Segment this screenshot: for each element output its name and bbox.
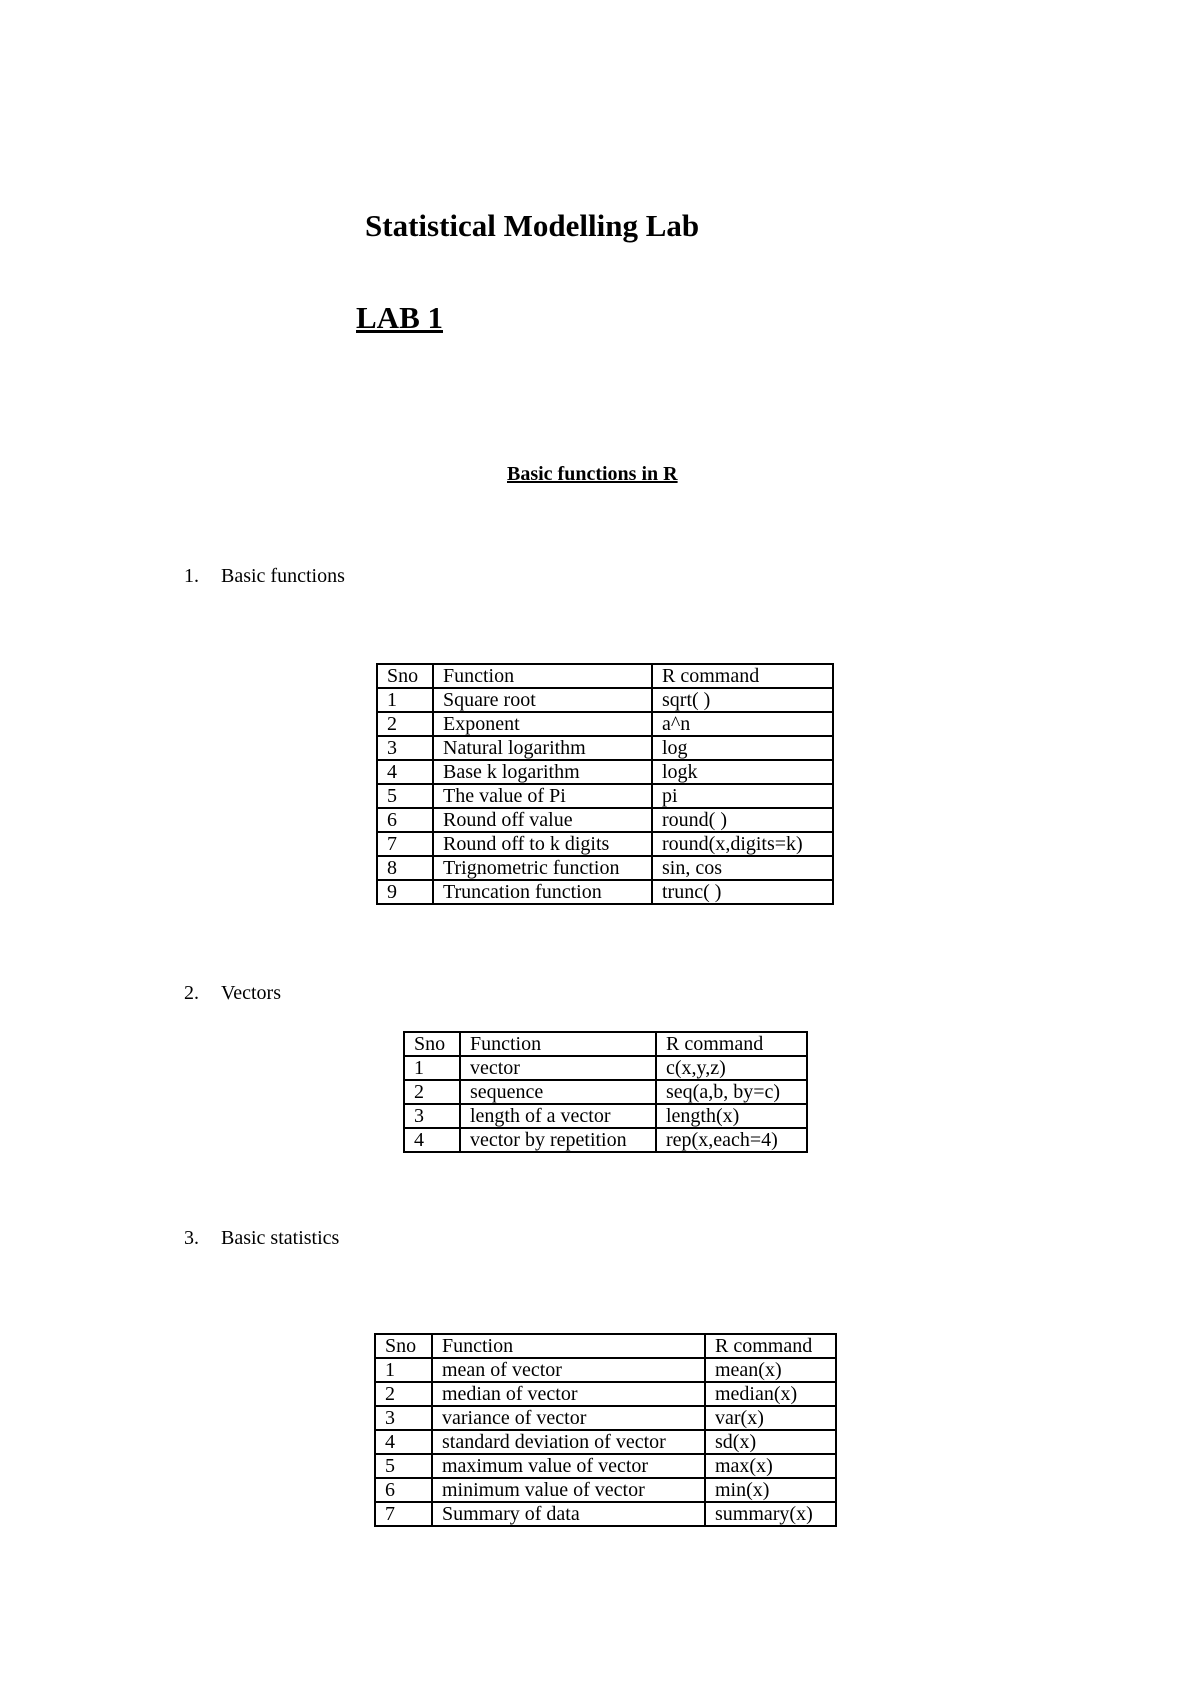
- table-row: [404, 1128, 807, 1152]
- table-row: [377, 784, 833, 808]
- cell-sno: 2: [404, 1080, 460, 1104]
- column-header-function: Function: [433, 664, 652, 688]
- section-3-title: Basic statistics: [221, 1227, 340, 1249]
- table-row: [377, 808, 833, 832]
- cell-r-command: sin, cos: [652, 856, 833, 880]
- cell-sno: 5: [377, 784, 433, 808]
- section-3-label: [184, 1227, 339, 1250]
- cell-function: median of vector: [432, 1382, 705, 1406]
- cell-r-command: var(x): [705, 1406, 836, 1430]
- section-1-title: Basic functions: [221, 565, 345, 587]
- cell-sno: 7: [375, 1502, 432, 1526]
- cell-sno: 6: [377, 808, 433, 832]
- table-row: [377, 880, 833, 904]
- cell-function: sequence: [460, 1080, 656, 1104]
- table-row: [375, 1382, 836, 1406]
- table-row: [377, 712, 833, 736]
- cell-function: minimum value of vector: [432, 1478, 705, 1502]
- cell-sno: 7: [377, 832, 433, 856]
- cell-sno: 4: [404, 1128, 460, 1152]
- cell-sno: 2: [375, 1382, 432, 1406]
- table-row: [377, 856, 833, 880]
- cell-sno: 2: [377, 712, 433, 736]
- table-row: [404, 1056, 807, 1080]
- cell-r-command: a^n: [652, 712, 833, 736]
- cell-r-command: pi: [652, 784, 833, 808]
- cell-sno: 3: [375, 1406, 432, 1430]
- cell-function: Trignometric function: [433, 856, 652, 880]
- table-row: [375, 1430, 836, 1454]
- cell-r-command: min(x): [705, 1478, 836, 1502]
- cell-function: Natural logarithm: [433, 736, 652, 760]
- cell-r-command: mean(x): [705, 1358, 836, 1382]
- cell-function: vector: [460, 1056, 656, 1080]
- table-row: [377, 832, 833, 856]
- cell-r-command: max(x): [705, 1454, 836, 1478]
- column-header-r-command: R command: [652, 664, 833, 688]
- table-row: [377, 688, 833, 712]
- table-row: [404, 1080, 807, 1104]
- cell-r-command: c(x,y,z): [656, 1056, 807, 1080]
- cell-r-command: sd(x): [705, 1430, 836, 1454]
- cell-sno: 4: [375, 1430, 432, 1454]
- cell-r-command: round(x,digits=k): [652, 832, 833, 856]
- vectors-table: [403, 1031, 808, 1153]
- cell-function: Round off to k digits: [433, 832, 652, 856]
- section-heading: Basic functions in R: [507, 463, 678, 485]
- cell-r-command: log: [652, 736, 833, 760]
- cell-function: Truncation function: [433, 880, 652, 904]
- table-row: [375, 1502, 836, 1526]
- cell-function: variance of vector: [432, 1406, 705, 1430]
- cell-r-command: trunc( ): [652, 880, 833, 904]
- cell-sno: 1: [377, 688, 433, 712]
- cell-function: length of a vector: [460, 1104, 656, 1128]
- cell-sno: 6: [375, 1478, 432, 1502]
- cell-function: standard deviation of vector: [432, 1430, 705, 1454]
- cell-function: vector by repetition: [460, 1128, 656, 1152]
- column-header-sno: Sno: [404, 1032, 460, 1056]
- cell-sno: 9: [377, 880, 433, 904]
- section-2-title: Vectors: [221, 982, 281, 1004]
- table-row: [375, 1358, 836, 1382]
- cell-sno: 3: [377, 736, 433, 760]
- section-2-number: 2.: [184, 982, 199, 1004]
- document-title: Statistical Modelling Lab: [365, 208, 700, 243]
- cell-sno: 1: [375, 1358, 432, 1382]
- column-header-sno: Sno: [375, 1334, 432, 1358]
- cell-r-command: logk: [652, 760, 833, 784]
- basic-functions-table: [376, 663, 834, 905]
- table-header-row: [375, 1334, 836, 1358]
- column-header-r-command: R command: [705, 1334, 836, 1358]
- cell-function: The value of Pi: [433, 784, 652, 808]
- section-1-label: [184, 565, 345, 588]
- column-header-sno: Sno: [377, 664, 433, 688]
- basic-statistics-table: [374, 1333, 837, 1527]
- cell-sno: 8: [377, 856, 433, 880]
- cell-r-command: seq(a,b, by=c): [656, 1080, 807, 1104]
- cell-function: Round off value: [433, 808, 652, 832]
- cell-r-command: median(x): [705, 1382, 836, 1406]
- section-1-number: 1.: [184, 565, 199, 587]
- cell-function: Summary of data: [432, 1502, 705, 1526]
- column-header-function: Function: [432, 1334, 705, 1358]
- section-2-label: [184, 982, 281, 1005]
- cell-r-command: length(x): [656, 1104, 807, 1128]
- cell-sno: 4: [377, 760, 433, 784]
- table-row: [375, 1478, 836, 1502]
- table-row: [404, 1104, 807, 1128]
- cell-sno: 1: [404, 1056, 460, 1080]
- table-row: [377, 760, 833, 784]
- cell-r-command: round( ): [652, 808, 833, 832]
- table-header-row: [377, 664, 833, 688]
- cell-function: Exponent: [433, 712, 652, 736]
- cell-r-command: summary(x): [705, 1502, 836, 1526]
- cell-sno: 3: [404, 1104, 460, 1128]
- cell-function: Base k logarithm: [433, 760, 652, 784]
- cell-function: Square root: [433, 688, 652, 712]
- table-header-row: [404, 1032, 807, 1056]
- cell-r-command: rep(x,each=4): [656, 1128, 807, 1152]
- cell-function: mean of vector: [432, 1358, 705, 1382]
- section-3-number: 3.: [184, 1227, 199, 1249]
- table-row: [375, 1406, 836, 1430]
- column-header-r-command: R command: [656, 1032, 807, 1056]
- cell-r-command: sqrt( ): [652, 688, 833, 712]
- cell-sno: 5: [375, 1454, 432, 1478]
- table-row: [377, 736, 833, 760]
- cell-function: maximum value of vector: [432, 1454, 705, 1478]
- lab-heading: LAB 1: [356, 300, 443, 335]
- column-header-function: Function: [460, 1032, 656, 1056]
- table-row: [375, 1454, 836, 1478]
